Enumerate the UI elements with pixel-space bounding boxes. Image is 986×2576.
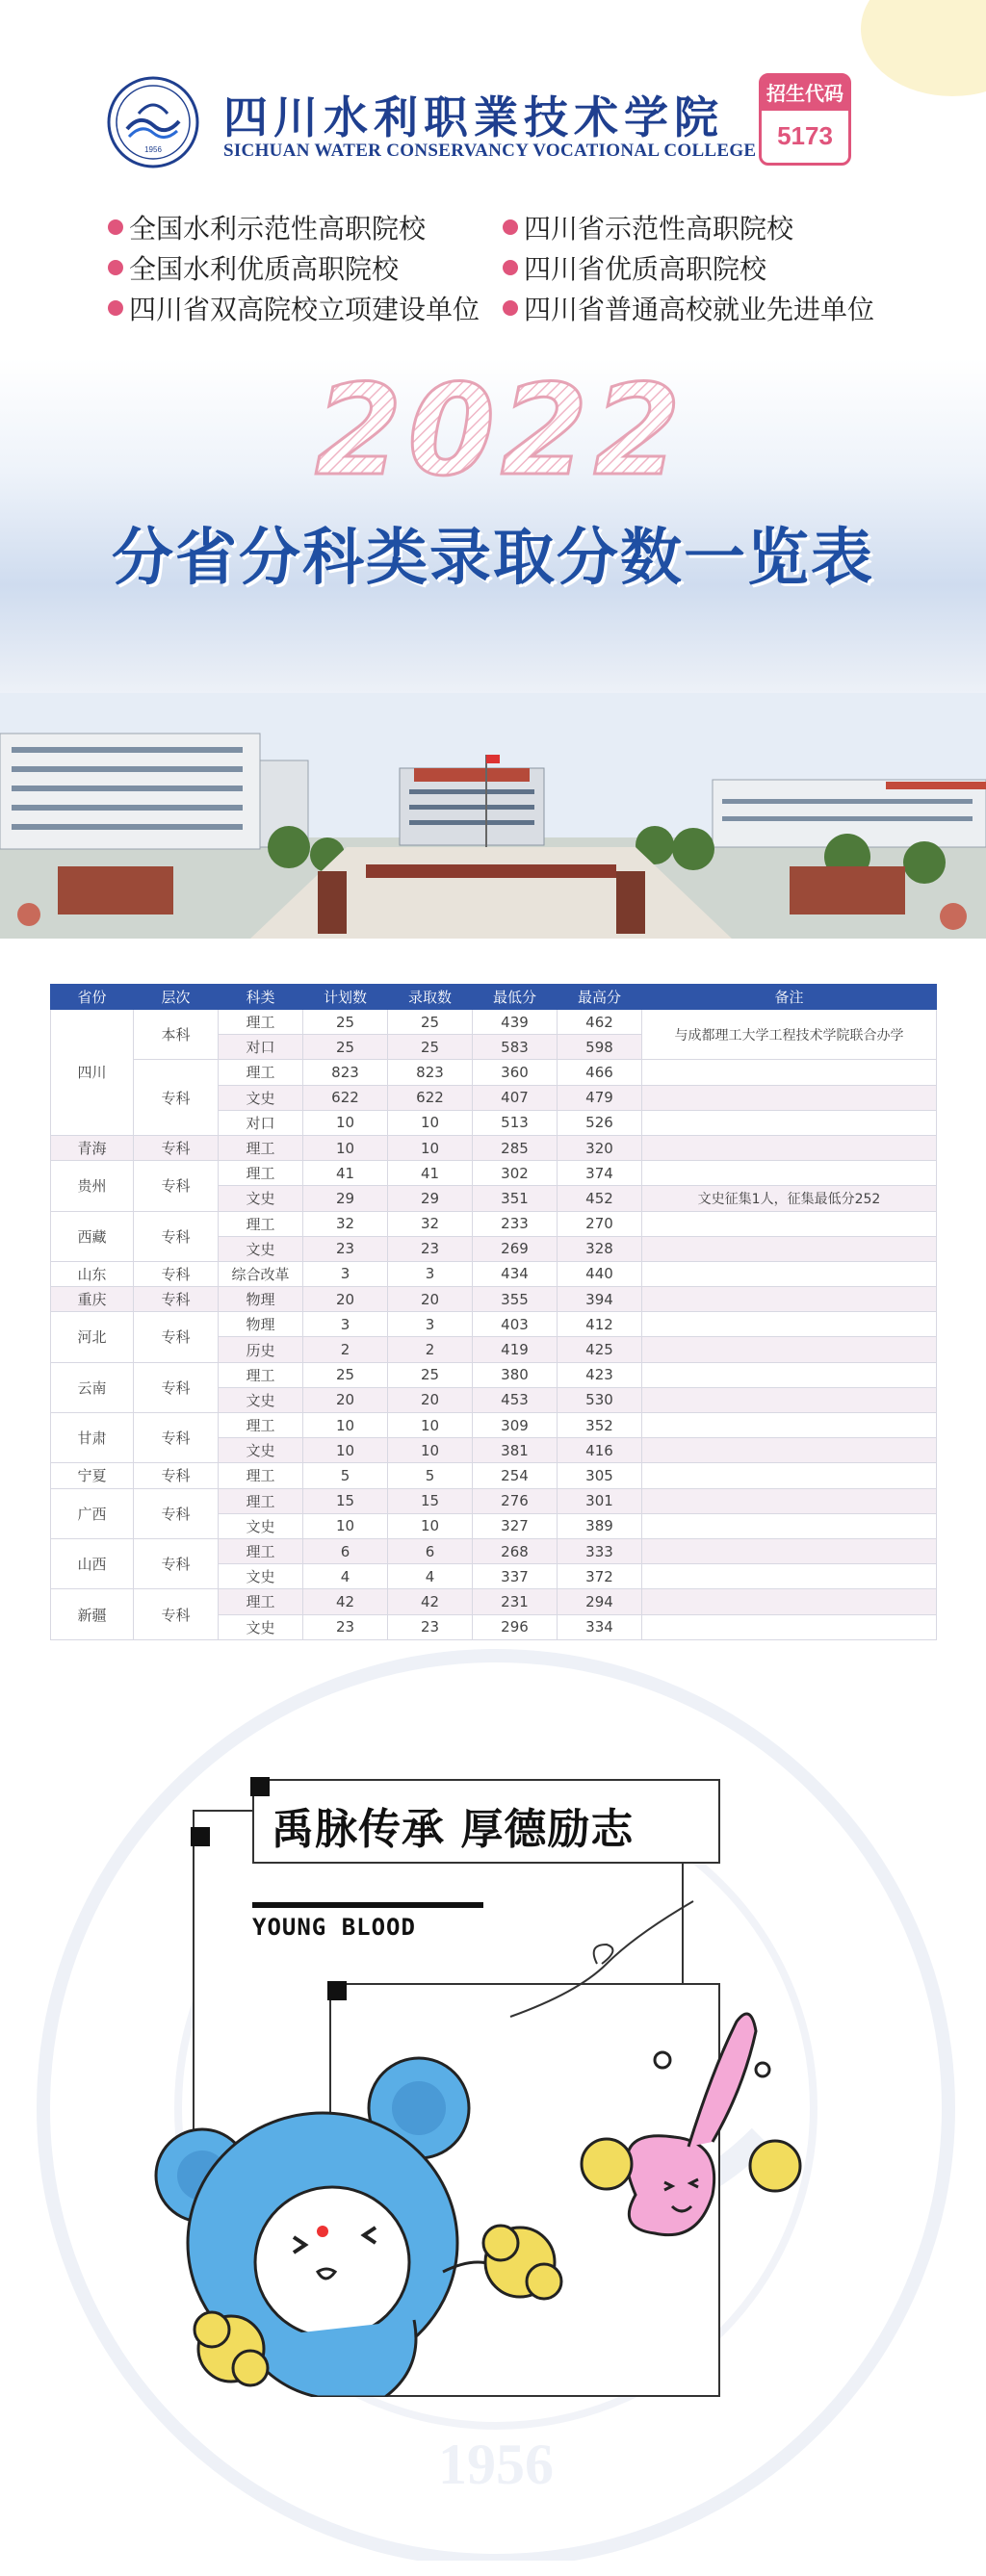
cell-level: 专科 xyxy=(134,1463,219,1488)
cell-plan: 23 xyxy=(303,1236,388,1261)
cell-category: 文史 xyxy=(219,1387,303,1412)
cell-min: 337 xyxy=(473,1564,558,1589)
cell-note xyxy=(642,1564,937,1589)
cell-category: 理工 xyxy=(219,1211,303,1236)
table-row xyxy=(51,1161,937,1186)
cell-max: 389 xyxy=(558,1513,642,1538)
cell-province: 青海 xyxy=(51,1135,134,1160)
cell-category: 文史 xyxy=(219,1186,303,1211)
cell-max: 479 xyxy=(558,1085,642,1110)
cell-max: 352 xyxy=(558,1413,642,1438)
cell-level: 专科 xyxy=(134,1211,219,1261)
cell-note xyxy=(642,1211,937,1236)
cell-max: 320 xyxy=(558,1135,642,1160)
cell-plan: 5 xyxy=(303,1463,388,1488)
cell-plan: 15 xyxy=(303,1488,388,1513)
cell-min: 434 xyxy=(473,1261,558,1286)
cell-level: 专科 xyxy=(134,1060,219,1136)
cell-min: 360 xyxy=(473,1060,558,1085)
cell-min: 285 xyxy=(473,1135,558,1160)
cell-plan: 2 xyxy=(303,1337,388,1362)
cell-category: 历史 xyxy=(219,1337,303,1362)
table-row xyxy=(51,1060,937,1085)
bullet-icon xyxy=(108,300,123,316)
cell-max: 334 xyxy=(558,1614,642,1639)
cell-province: 宁夏 xyxy=(51,1463,134,1488)
cell-category: 物理 xyxy=(219,1312,303,1337)
cell-note xyxy=(642,1538,937,1563)
cell-level: 专科 xyxy=(134,1589,219,1639)
cell-category: 物理 xyxy=(219,1287,303,1312)
cell-note xyxy=(642,1513,937,1538)
cell-max: 423 xyxy=(558,1362,642,1387)
cell-note xyxy=(642,1060,937,1085)
header-min: 最低分 xyxy=(473,985,558,1010)
cell-note xyxy=(642,1110,937,1135)
cell-min: 513 xyxy=(473,1110,558,1135)
cell-min: 381 xyxy=(473,1438,558,1463)
cell-plan: 10 xyxy=(303,1513,388,1538)
cell-province: 甘肃 xyxy=(51,1413,134,1463)
cell-province: 广西 xyxy=(51,1488,134,1538)
slogan: 禹脉传承 厚德励志 xyxy=(272,1805,635,1854)
honor-item: 全国水利示范性高职院校 xyxy=(108,208,426,246)
cell-plan: 823 xyxy=(303,1060,388,1085)
cell-max: 452 xyxy=(558,1186,642,1211)
table-row xyxy=(51,1463,937,1488)
cell-admit: 10 xyxy=(388,1513,473,1538)
cell-category: 综合改革 xyxy=(219,1261,303,1286)
table-row xyxy=(51,1413,937,1438)
cell-admit: 2 xyxy=(388,1337,473,1362)
cell-min: 268 xyxy=(473,1538,558,1563)
cell-plan: 10 xyxy=(303,1110,388,1135)
honor-item: 四川省优质高职院校 xyxy=(503,248,766,287)
cell-note xyxy=(642,1488,937,1513)
year-graphic xyxy=(260,366,741,491)
cell-max: 440 xyxy=(558,1261,642,1286)
cell-category: 文史 xyxy=(219,1236,303,1261)
cell-min: 419 xyxy=(473,1337,558,1362)
cell-admit: 20 xyxy=(388,1387,473,1412)
cell-max: 328 xyxy=(558,1236,642,1261)
honor-item: 四川省双高院校立项建设单位 xyxy=(108,289,480,327)
cell-note xyxy=(642,1085,937,1110)
cell-note xyxy=(642,1438,937,1463)
cell-plan: 20 xyxy=(303,1287,388,1312)
cell-admit: 25 xyxy=(388,1010,473,1035)
table-row xyxy=(51,1488,937,1513)
cell-min: 269 xyxy=(473,1236,558,1261)
cell-max: 412 xyxy=(558,1312,642,1337)
cell-max: 462 xyxy=(558,1010,642,1035)
cell-plan: 10 xyxy=(303,1413,388,1438)
bullet-icon xyxy=(503,300,518,316)
cell-note xyxy=(642,1261,937,1286)
header-note: 备注 xyxy=(642,985,937,1010)
cell-category: 文史 xyxy=(219,1085,303,1110)
cell-plan: 41 xyxy=(303,1161,388,1186)
cell-category: 对口 xyxy=(219,1110,303,1135)
cell-min: 380 xyxy=(473,1362,558,1387)
cell-plan: 42 xyxy=(303,1589,388,1614)
cell-admit: 10 xyxy=(388,1110,473,1135)
cell-province: 重庆 xyxy=(51,1287,134,1312)
cell-max: 526 xyxy=(558,1110,642,1135)
cell-plan: 3 xyxy=(303,1312,388,1337)
cell-category: 理工 xyxy=(219,1060,303,1085)
page-title: 分省分科类录取分数一览表 xyxy=(112,523,874,594)
enroll-code-badge xyxy=(759,73,851,166)
logo-year: 1956 xyxy=(144,145,162,154)
cell-note xyxy=(642,1362,937,1387)
cell-level: 专科 xyxy=(134,1413,219,1463)
cell-admit: 622 xyxy=(388,1085,473,1110)
cell-admit: 23 xyxy=(388,1236,473,1261)
cell-min: 583 xyxy=(473,1035,558,1060)
cell-province: 云南 xyxy=(51,1362,134,1412)
cell-admit: 32 xyxy=(388,1211,473,1236)
cell-admit: 23 xyxy=(388,1614,473,1639)
cell-level: 专科 xyxy=(134,1362,219,1412)
table-header-row xyxy=(51,985,937,1010)
cell-note xyxy=(642,1463,937,1488)
cell-admit: 20 xyxy=(388,1287,473,1312)
cell-plan: 4 xyxy=(303,1564,388,1589)
table-row xyxy=(51,1010,937,1035)
cell-category: 理工 xyxy=(219,1589,303,1614)
cell-max: 372 xyxy=(558,1564,642,1589)
header-admit: 录取数 xyxy=(388,985,473,1010)
admission-table xyxy=(50,984,936,1640)
cell-plan: 20 xyxy=(303,1387,388,1412)
cell-note xyxy=(642,1589,937,1614)
cell-plan: 3 xyxy=(303,1261,388,1286)
cell-plan: 10 xyxy=(303,1135,388,1160)
cell-plan: 32 xyxy=(303,1211,388,1236)
header-province: 省份 xyxy=(51,985,134,1010)
table-row xyxy=(51,1538,937,1563)
enroll-code-label: 招生代码 xyxy=(762,76,848,111)
cell-max: 305 xyxy=(558,1463,642,1488)
cell-admit: 42 xyxy=(388,1589,473,1614)
young-blood-label: YOUNG BLOOD xyxy=(252,1914,416,1941)
cell-admit: 29 xyxy=(388,1186,473,1211)
cell-plan: 25 xyxy=(303,1010,388,1035)
cell-category: 文史 xyxy=(219,1564,303,1589)
cell-min: 327 xyxy=(473,1513,558,1538)
cell-category: 对口 xyxy=(219,1035,303,1060)
cell-admit: 823 xyxy=(388,1060,473,1085)
cell-level: 专科 xyxy=(134,1312,219,1362)
cell-note xyxy=(642,1236,937,1261)
cell-note: 文史征集1人，征集最低分252 xyxy=(642,1186,937,1211)
cell-admit: 5 xyxy=(388,1463,473,1488)
header-max: 最高分 xyxy=(558,985,642,1010)
cell-category: 理工 xyxy=(219,1135,303,1160)
cell-min: 231 xyxy=(473,1589,558,1614)
honor-item: 全国水利优质高职院校 xyxy=(108,248,399,287)
cell-note xyxy=(642,1413,937,1438)
cell-note xyxy=(642,1287,937,1312)
cell-plan: 23 xyxy=(303,1614,388,1639)
cell-note xyxy=(642,1337,937,1362)
cell-max: 416 xyxy=(558,1438,642,1463)
cell-min: 453 xyxy=(473,1387,558,1412)
cell-plan: 25 xyxy=(303,1362,388,1387)
cell-category: 文史 xyxy=(219,1614,303,1639)
watermark-year: 1956 xyxy=(438,2433,554,2496)
table-row xyxy=(51,1362,937,1387)
header-category: 科类 xyxy=(219,985,303,1010)
cell-province: 西藏 xyxy=(51,1211,134,1261)
table-row xyxy=(51,1589,937,1614)
cell-note xyxy=(642,1387,937,1412)
corner-square xyxy=(191,1827,210,1846)
cell-min: 407 xyxy=(473,1085,558,1110)
honor-item: 四川省示范性高职院校 xyxy=(503,208,793,246)
year-text: 2022 xyxy=(315,366,687,491)
mascot-illustration xyxy=(135,1983,828,2397)
cell-category: 文史 xyxy=(219,1438,303,1463)
cell-min: 276 xyxy=(473,1488,558,1513)
table-row xyxy=(51,1287,937,1312)
cell-min: 403 xyxy=(473,1312,558,1337)
header-level: 层次 xyxy=(134,985,219,1010)
cell-plan: 6 xyxy=(303,1538,388,1563)
header-plan: 计划数 xyxy=(303,985,388,1010)
enroll-code: 5173 xyxy=(777,121,833,150)
cell-admit: 10 xyxy=(388,1135,473,1160)
bullet-icon xyxy=(503,219,518,235)
cell-admit: 4 xyxy=(388,1564,473,1589)
cell-plan: 10 xyxy=(303,1438,388,1463)
bullet-icon xyxy=(503,260,518,275)
cell-category: 理工 xyxy=(219,1488,303,1513)
cell-province: 贵州 xyxy=(51,1161,134,1211)
table-row xyxy=(51,1312,937,1337)
cell-max: 598 xyxy=(558,1035,642,1060)
cell-admit: 3 xyxy=(388,1261,473,1286)
cell-max: 425 xyxy=(558,1337,642,1362)
cell-max: 270 xyxy=(558,1211,642,1236)
cell-province: 山西 xyxy=(51,1538,134,1588)
cell-admit: 41 xyxy=(388,1161,473,1186)
table-row xyxy=(51,1261,937,1286)
cell-category: 理工 xyxy=(219,1463,303,1488)
corner-square xyxy=(250,1777,270,1796)
cell-category: 文史 xyxy=(219,1513,303,1538)
cell-min: 351 xyxy=(473,1186,558,1211)
cell-min: 296 xyxy=(473,1614,558,1639)
cell-province: 山东 xyxy=(51,1261,134,1286)
cell-level: 专科 xyxy=(134,1488,219,1538)
cell-note xyxy=(642,1161,937,1186)
cell-province: 河北 xyxy=(51,1312,134,1362)
campus-photo xyxy=(0,693,986,939)
cell-plan: 622 xyxy=(303,1085,388,1110)
cell-admit: 25 xyxy=(388,1362,473,1387)
cell-plan: 25 xyxy=(303,1035,388,1060)
cell-min: 302 xyxy=(473,1161,558,1186)
cell-admit: 10 xyxy=(388,1438,473,1463)
cell-max: 333 xyxy=(558,1538,642,1563)
cell-province: 四川 xyxy=(51,1010,134,1136)
cell-category: 理工 xyxy=(219,1362,303,1387)
cell-note xyxy=(642,1135,937,1160)
cell-category: 理工 xyxy=(219,1161,303,1186)
cell-max: 294 xyxy=(558,1589,642,1614)
pink-mascot xyxy=(627,2014,769,2235)
cell-min: 309 xyxy=(473,1413,558,1438)
cell-min: 439 xyxy=(473,1010,558,1035)
cell-min: 254 xyxy=(473,1463,558,1488)
honor-item: 四川省普通高校就业先进单位 xyxy=(503,289,874,327)
cell-category: 理工 xyxy=(219,1413,303,1438)
table-row xyxy=(51,1211,937,1236)
cell-level: 专科 xyxy=(134,1161,219,1211)
cell-max: 466 xyxy=(558,1060,642,1085)
cell-level: 专科 xyxy=(134,1135,219,1160)
cell-admit: 6 xyxy=(388,1538,473,1563)
bullet-icon xyxy=(108,260,123,275)
divider-bar xyxy=(252,1902,483,1908)
cell-plan: 29 xyxy=(303,1186,388,1211)
cell-max: 374 xyxy=(558,1161,642,1186)
cell-level: 专科 xyxy=(134,1287,219,1312)
cell-level: 专科 xyxy=(134,1261,219,1286)
college-name-cn: 四川水利职業技术学院 xyxy=(223,91,724,143)
cell-min: 233 xyxy=(473,1211,558,1236)
table-row xyxy=(51,1135,937,1160)
cell-note: 与成都理工大学工程技术学院联合办学 xyxy=(642,1010,937,1060)
cell-admit: 3 xyxy=(388,1312,473,1337)
bullet-icon xyxy=(108,219,123,235)
cell-note xyxy=(642,1312,937,1337)
cell-admit: 10 xyxy=(388,1413,473,1438)
cell-level: 本科 xyxy=(134,1010,219,1060)
cell-admit: 15 xyxy=(388,1488,473,1513)
cell-max: 301 xyxy=(558,1488,642,1513)
cell-max: 394 xyxy=(558,1287,642,1312)
cell-category: 理工 xyxy=(219,1010,303,1035)
college-name-en: SICHUAN WATER CONSERVANCY VOCATIONAL COLLEGE xyxy=(223,141,757,161)
cell-province: 新疆 xyxy=(51,1589,134,1639)
cell-min: 355 xyxy=(473,1287,558,1312)
cell-admit: 25 xyxy=(388,1035,473,1060)
cell-level: 专科 xyxy=(134,1538,219,1588)
cell-category: 理工 xyxy=(219,1538,303,1563)
cell-max: 530 xyxy=(558,1387,642,1412)
